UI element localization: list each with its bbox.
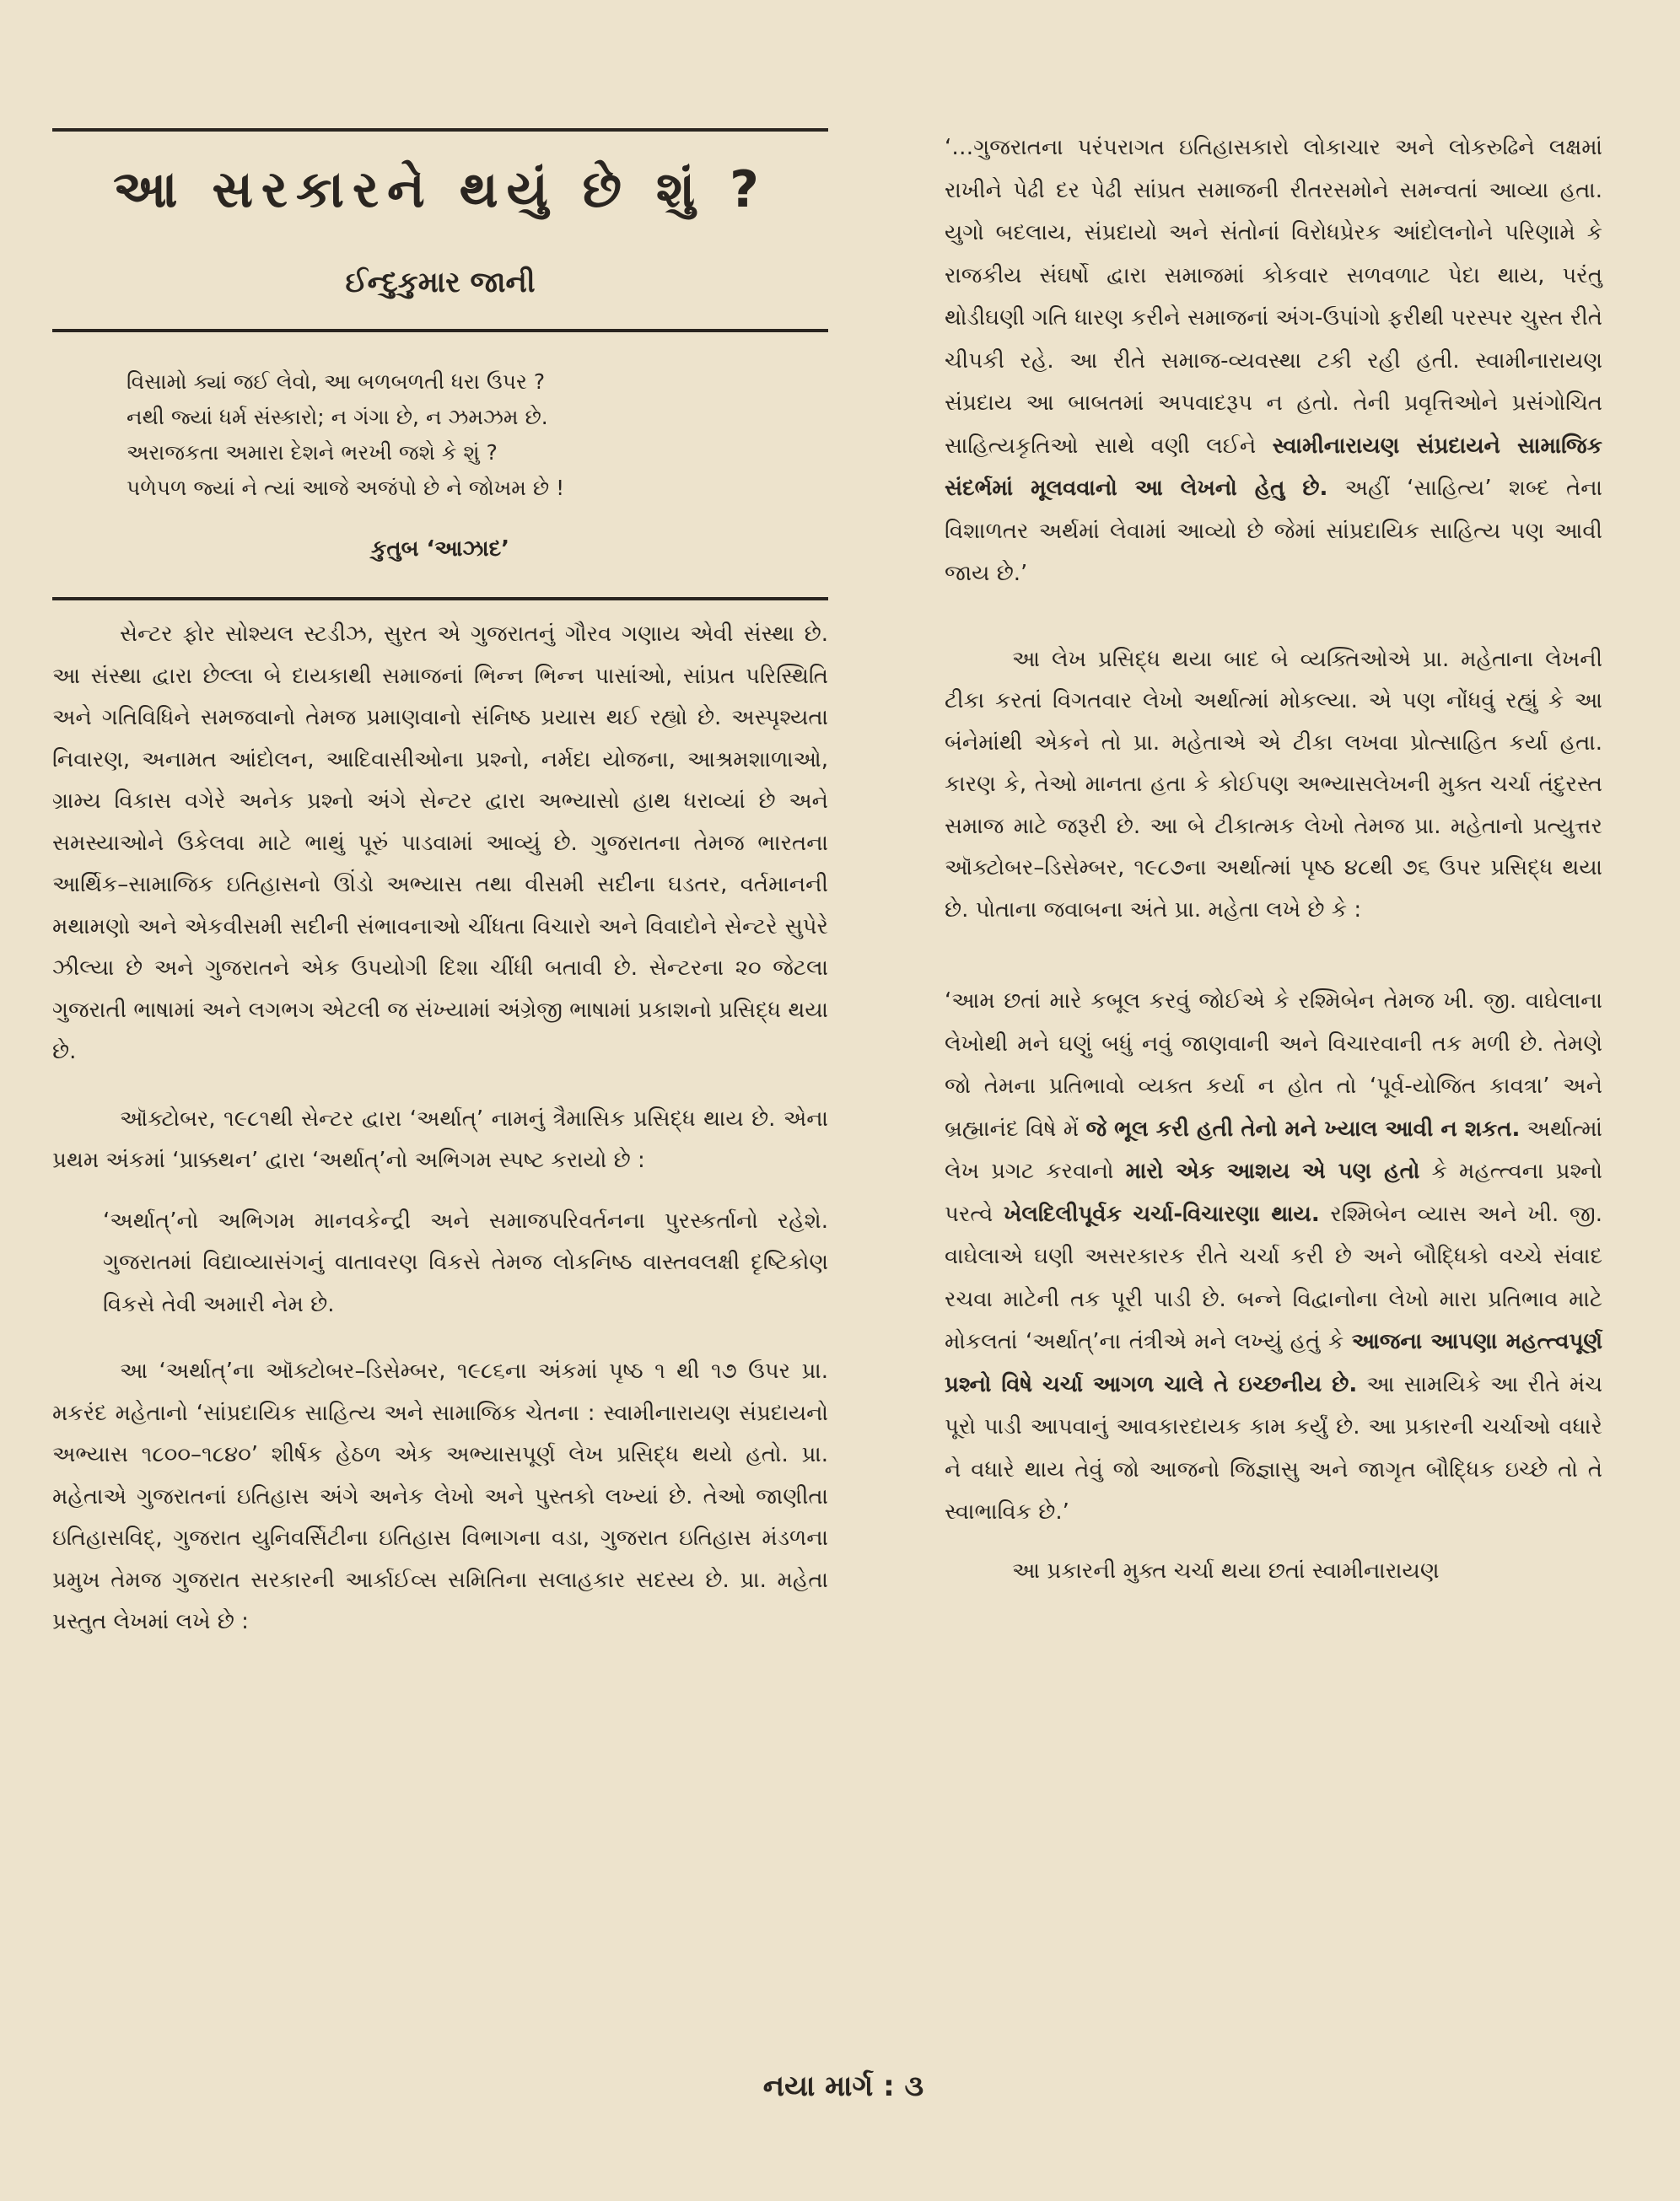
- paragraph: ઑક્ટોબર, ૧૯૮૧થી સેન્ટર દ્વારા ‘અર્થાત્’ નામનું ત્રૈમાસિક પ્રસિદ્ધ થાય છે. એના પ્રથમ અંકમાં ‘પ્રાક્કથન’ દ્વારા ‘અર્થાત્’નો અભિગમ સ્પષ્ટ કરાયો છે :: [52, 1106, 828, 1173]
- block-quote: [945, 980, 1602, 1534]
- quote-text: કે મહત્ત્વના પ્રશ્નો પરત્વે: [945, 1159, 1603, 1227]
- right-column: [945, 126, 1602, 1592]
- poem-line: અરાજકતા અમારા દેશને ભરખી જશે કે શું ?: [127, 440, 498, 465]
- paragraph: આ ‘અર્થાત્’ના ઑક્ટોબર–ડિસેમ્બર, ૧૯૮૬ના અંકમાં પૃષ્ઠ ૧ થી ૧૭ ઉપર પ્રા. મકરંદ મહેતાનો ‘સાંપ્રદાયિક સાહિત્ય અને સામાજિક ચેતના : સ્વામીનારાયણ સંપ્રદાયનો અભ્યાસ ૧૮૦૦–૧૮૪૦’ શીર્ષક હેઠળ એક અભ્યાસપૂર્ણ લેખ પ્રસિદ્ધ થયો હતો. પ્રા. મહેતાએ ગુજરાતનાં ઇતિહાસ અંગે અનેક લેખો અને પુસ્તકો લખ્યાં છે. તેઓ જાણીતા ઇતિહાસવિદ્, ગુજરાત યુનિવર્સિટીના ઇતિહાસ વિભાગના વડા, ગુજરાત ઇતિહાસ મંડળના પ્રમુખ તેમજ ગુજરાત સરકારની આર્કાઈવ્સ સમિતિના સલાહકાર સદસ્ય છે. પ્રા. મહેતા પ્રસ્તુત લેખમાં લખે છે :: [52, 1359, 828, 1634]
- quote-text: આ સામયિકે આ રીતે મંચ પૂરો પાડી આપવાનું આવકારદાયક કામ કર્યું છે. આ પ્રકારની ચર્ચાઓ વધારે ને વધારે થાય તેવું જો આજનો જિજ્ઞાસુ અને જાગૃત બૌદ્ધિક ઇચ્છે તો તે સ્વાભાવિક છે.’: [945, 1371, 1602, 1525]
- poem-bottom-rule: [52, 597, 828, 600]
- quote-bold-text: આજના આપણા મહત્ત્વપૂર્ણ પ્રશ્નો વિષે ચર્ચા આગળ ચાલે તે ઇચ્છનીય છે.: [945, 1329, 1602, 1397]
- poem-line: પળેપળ જ્યાં ને ત્યાં આજે અજંપો છે ને જોખમ છે !: [127, 476, 565, 500]
- poem-line: નથી જ્યાં ધર્મ સંસ્કારો; ન ગંગા છે, ન ઝમઝમ છે.: [127, 405, 548, 429]
- left-column: [52, 614, 828, 1644]
- paragraph: આ પ્રકારની મુક્ત ચર્ચા થયા છતાં સ્વામીનારાયણ: [1012, 1558, 1440, 1584]
- quote-text: રશ્મિબેન વ્યાસ અને ખી. જી. વાઘેલાએ ઘણી અસરકારક રીતે ચર્ચા કરી છે અને બૌદ્ધિકો વચ્ચે સંવાદ રચવા માટેની તક પૂરી પાડી છે. બન્ને વિદ્વાનોના લેખો મારા પ્રતિભાવ માટે મોકલતાં ‘અર્થાત્’ના તંત્રીએ મને લખ્યું હતું કે: [945, 1201, 1603, 1354]
- quote-text: અર્થાત્માં લેખ પ્રગટ કરવાનો: [945, 1116, 1603, 1184]
- quote-bold-text: સ્વામીનારાયણ સંપ્રદાયને સામાજિક સંદર્ભમાં મૂલવવાનો આ લેખનો હેતુ છે.: [945, 433, 1603, 501]
- page-footer: નયા માર્ગ : ૩: [762, 2069, 924, 2103]
- poem-attribution: કુતુબ ‘આઝાદ’: [370, 536, 510, 562]
- quote-text: ‘…ગુજરાતના પરંપરાગત ઇતિહાસકારો લોકાચાર અને લોકરુઢિને લક્ષમાં રાખીને પેઢી દર પેઢી સાંપ્રત સમાજની રીતરસમોને સમન્વતાં આવ્યા હતા. યુગો બદલાય, સંપ્રદાયો અને સંતોનાં વિરોધપ્રેરક આંદોલનોને પરિણામે કે રાજકીય સંઘર્ષો દ્વારા સમાજમાં કોકવાર સળવળાટ પેદા થાય, પરંતુ થોડીઘણી ગતિ ધારણ કરીને સમાજનાં અંગ-ઉપાંગો ફરીથી પરસ્પર ચુસ્ત રીતે ચીપકી રહે. આ રીતે સમાજ-વ્યવસ્થા ટકી રહી હતી. સ્વામીનારાયણ સંપ્રદાય આ બાબતમાં અપવાદરૂપ ન હતો. તેની પ્રવૃત્તિઓને પ્રસંગોચિત સાહિત્યકૃતિઓ સાથે વણી લઈને: [945, 135, 1602, 459]
- article-title: આ સરકારને થયું છે શું ?: [113, 160, 767, 219]
- title-bottom-rule: [52, 329, 828, 332]
- poem-line: વિસામો ક્યાં જઈ લેવો, આ બળબળતી ધરા ઉપર ?: [127, 369, 546, 394]
- quote-text: ‘આમ છતાં મારે કબૂલ કરવું જોઈએ કે રશ્મિબેન તેમજ ખી. જી. વાઘેલાના લેખોથી મને ઘણું બધું નવું જાણવાની અને વિચારવાની તક મળી છે. તેમણે જો તેમના પ્રતિભાવો વ્યક્ત કર્યા ન હોત તો ‘પૂર્વ-યોજિત કાવત્રા’ અને બ્રહ્માનંદ વિષે મેં: [945, 988, 1602, 1142]
- quote-bold-text: જે ભૂલ કરી હતી તેનો મને ખ્યાલ આવી ન શકત.: [1085, 1116, 1521, 1142]
- article-author: ઈન્દુકુમાર જાની: [345, 266, 536, 299]
- paragraph: આ લેખ પ્રસિદ્ધ થયા બાદ બે વ્યક્તિઓએ પ્રા. મહેતાના લેખની ટીકા કરતાં વિગતવાર લેખો અર્થાત્માં મોકલ્યા. એ પણ નોંધવું રહ્યું કે આ બંનેમાંથી એકને તો પ્રા. મહેતાએ એ ટીકા લખવા પ્રોત્સાહિત કર્યા હતા. કારણ કે, તેઓ માનતા હતા કે કોઈપણ અભ્યાસલેખની મુક્ત ચર્ચા તંદુરસ્ત સમાજ માટે જરૂરી છે. આ બે ટીકાત્મક લેખો તેમજ પ્રા. મહેતાનો પ્રત્યુત્તર ઑક્ટોબર–ડિસેમ્બર, ૧૯૮૭ના અર્થાત્માં પૃષ્ઠ ૪૮થી ૭૬ ઉપર પ્રસિદ્ધ થયા છે. પોતાના જવાબના અંતે પ્રા. મહેતા લખે છે કે :: [945, 646, 1602, 923]
- block-quote: [945, 126, 1602, 595]
- quote-text: અહીં ‘સાહિત્ય’ શબ્દ તેના વિશાળતર અર્થમાં લેવામાં આવ્યો છે જેમાં સાંપ્રદાયિક સાહિત્ય પણ આવી જાય છે.’: [945, 476, 1602, 586]
- epigraph-poem: [127, 364, 767, 506]
- paragraph: સેન્ટર ફોર સોશ્યલ સ્ટડીઝ, સુરત એ ગુજરાતનું ગૌરવ ગણાય એવી સંસ્થા છે. આ સંસ્થા દ્વારા છેલ્લા બે દાયકાથી સમાજનાં ભિન્ન ભિન્ન પાસાંઓ, સાંપ્રત પરિસ્થિતિ અને ગતિવિધિને સમજવાનો તેમજ પ્રમાણવાનો સંનિષ્ઠ પ્રયાસ થઈ રહ્યો છે. અસ્પૃશ્યતા નિવારણ, અનામત આંદોલન, આદિવાસીઓના પ્રશ્નો, નર્મદા યોજના, આશ્રમશાળાઓ, ગ્રામ્ય વિકાસ વગેરે અનેક પ્રશ્નો અંગે સેન્ટર દ્વારા અભ્યાસો હાથ ધરાવ્યાં છે અને સમસ્યાઓને ઉકેલવા માટે ભાથું પૂરું પાડવામાં આવ્યું છે. ગુજરાતના તેમજ ભારતના આર્થિક–સામાજિક ઇતિહાસનો ઊંડો અભ્યાસ તથા વીસમી સદીના ઘડતર, વર્તમાનની મથામણો અને એકવીસમી સદીની સંભાવનાઓ ચીંધતા વિચારો અને વિવાદોને સેન્ટરે સુપેરે ઝીલ્યા છે અને ગુજરાતને એક ઉપયોગી દિશા ચીંધી બતાવી છે. સેન્ટરના ૨૦ જેટલા ગુજરાતી ભાષામાં અને લગભગ એટલી જ સંખ્યામાં અંગ્રેજી ભાષામાં પ્રકાશનો પ્રસિદ્ધ થયા છે.: [52, 622, 828, 1064]
- quote-bold-text: ખેલદિલીપૂર્વક ચર્ચા-વિચારણા થાય.: [1004, 1201, 1320, 1227]
- title-top-rule: [52, 128, 828, 132]
- quote-bold-text: મારો એક આશય એ પણ હતો: [1125, 1159, 1420, 1184]
- block-quote: ‘અર્થાત્’નો અભિગમ માનવકેન્દ્રી અને સમાજપરિવર્તનના પુરસ્કર્તાનો રહેશે. ગુજરાતમાં વિદ્યાવ્યાસંગનું વાતાવરણ વિકસે તેમજ લોકનિષ્ઠ વાસ્તવલક્ષી દૃષ્ટિકોણ વિકસે તેવી અમારી નેમ છે.: [103, 1208, 828, 1317]
